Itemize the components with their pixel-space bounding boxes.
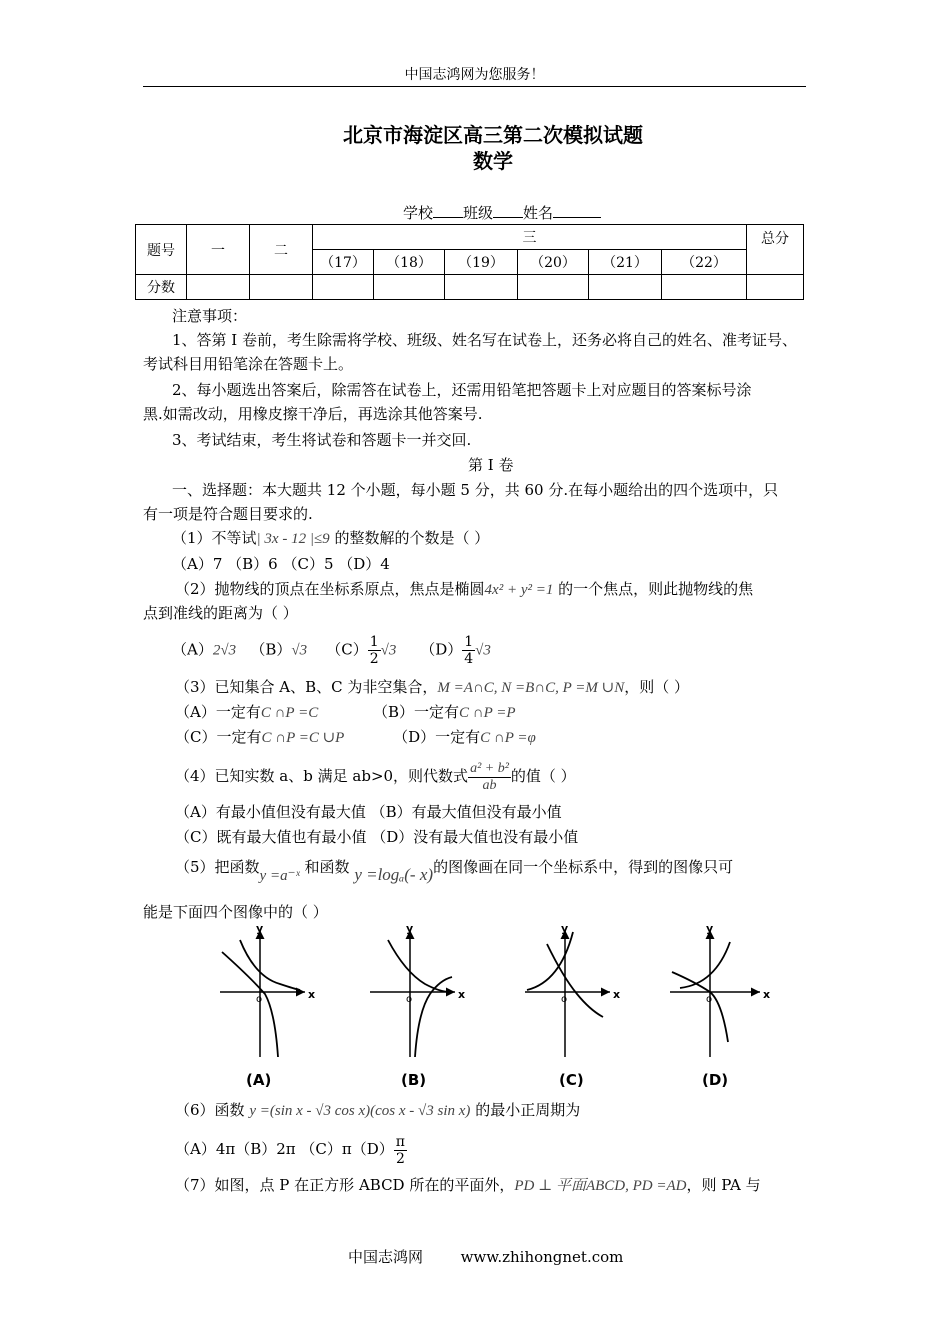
- q3-expr-a: C ∩P =C: [260, 705, 319, 721]
- q3-post: ，则（ ）: [624, 678, 690, 696]
- q6-expr: y =(sin x - √3 cos x)(cos x - √3 sin x): [249, 1103, 471, 1119]
- score-cell[interactable]: [445, 275, 518, 300]
- school-blank[interactable]: [433, 203, 463, 218]
- q5: [175, 853, 733, 882]
- q3-opt-c: （C）一定有: [175, 728, 262, 746]
- q7-pre: （7）如图，点 P 在正方形 ABCD 所在的平面外，: [175, 1176, 515, 1194]
- graph-a-y-label: y: [256, 922, 264, 935]
- q6-pre: （6）函数: [175, 1101, 245, 1119]
- q6-frac-d: [394, 1134, 407, 1167]
- q2-val-b: √3: [291, 642, 308, 659]
- graph-c: [525, 922, 620, 1057]
- th-q22: （22）: [662, 250, 747, 275]
- q2-root-c: √3: [380, 642, 397, 659]
- q3-pre: （3）已知集合 A、B、C 为非空集合，: [175, 678, 438, 696]
- th-part2: 二: [250, 225, 313, 275]
- q5-graphs: [200, 922, 780, 1062]
- part-1-heading: 第 I 卷: [468, 456, 514, 474]
- th-q19: （19）: [445, 250, 518, 275]
- graph-b-y-label: y: [406, 922, 414, 935]
- th-total: 总分: [747, 225, 804, 275]
- graph-a: [220, 922, 315, 1057]
- q5-mid: 和函数: [304, 858, 350, 876]
- q3-opts-cd: [175, 727, 536, 748]
- q6-frac-den: 2: [395, 1150, 405, 1167]
- score-cell[interactable]: [250, 275, 313, 300]
- header-rule: [143, 86, 806, 87]
- graph-c-y-label: y: [561, 922, 569, 935]
- q3-expr-d: C ∩P =φ: [480, 730, 536, 746]
- q4-opts-cd: （C）既有最大值也有最小值 （D）没有最大值也没有最小值: [175, 828, 579, 846]
- q2-frac-c: [368, 634, 381, 667]
- q3-opt-d: （D）一定有: [393, 728, 481, 746]
- score-cell[interactable]: [747, 275, 804, 300]
- class-blank[interactable]: [493, 203, 523, 218]
- section-1b: 有一项是符合题目要求的.: [143, 505, 313, 523]
- graph-a-x-label: x: [308, 988, 316, 1001]
- school-label: 学校: [403, 204, 434, 222]
- q2-opt-a: （A）: [172, 640, 213, 659]
- graph-c-x-label: x: [613, 988, 621, 1001]
- score-cell[interactable]: [187, 275, 250, 300]
- q1-expr: | 3x - 12 |≤9: [256, 531, 330, 547]
- q5-post: 的图像画在同一个坐标系中，得到的图像只可: [433, 858, 734, 876]
- q2-post: 的一个焦点，则此抛物线的焦: [553, 580, 754, 598]
- title-line-2: 数学: [473, 149, 513, 173]
- score-table: [135, 224, 804, 300]
- q2-line2: 点到准线的距离为（ ）: [143, 604, 298, 622]
- q4-frac: [468, 761, 511, 794]
- score-cell[interactable]: [374, 275, 445, 300]
- graph-a-curve-2: [240, 940, 300, 990]
- q5-line2: 能是下面四个图像中的（ ）: [143, 903, 328, 921]
- q2-options: [172, 634, 491, 667]
- footer-site: 中国志鸿网: [348, 1248, 424, 1266]
- note-1b: 考试科目用铅笔涂在答题卡上。: [143, 355, 354, 373]
- q5-pre: （5）把函数: [175, 858, 260, 876]
- page-title: [143, 122, 843, 174]
- score-cell[interactable]: [589, 275, 662, 300]
- q3: [175, 677, 689, 698]
- name-blank[interactable]: [553, 203, 601, 218]
- graph-d: [670, 922, 770, 1057]
- th-q17: （17）: [313, 250, 374, 275]
- q1-options: （A）7 （B）6 （C）5 （D）4: [172, 555, 390, 573]
- q2-opt-d: （D）: [420, 640, 463, 659]
- q7: [175, 1175, 761, 1196]
- q4-opts-ab: （A）有最小值但没有最大值 （B）有最大值但没有最小值: [175, 803, 562, 821]
- q2-frac-d-num: 1: [464, 634, 474, 650]
- page-footer: [348, 1246, 623, 1267]
- graph-b-curve-2: [415, 977, 452, 1057]
- graph-c-curve-2: [547, 944, 603, 1017]
- name-label: 姓名: [523, 204, 554, 222]
- score-cell[interactable]: [662, 275, 747, 300]
- q2-pre: （2）抛物线的顶点在坐标系原点，焦点是椭圆: [175, 580, 485, 598]
- section-1a: 一、选择题：本大题共 12 个小题，每小题 5 分，共 60 分.在每小题给出的四个选项中，只: [172, 481, 779, 499]
- q2-expr: 4x² + y² =1: [484, 582, 554, 598]
- graph-c-curve-1: [527, 932, 573, 990]
- th-q20: （20）: [518, 250, 589, 275]
- score-cell[interactable]: [518, 275, 589, 300]
- th-q18: （18）: [374, 250, 445, 275]
- q1-post: 的整数解的个数是（ ）: [329, 529, 490, 547]
- q3-expr: M =A∩C, N =B∩C, P =M ∪N: [437, 680, 625, 696]
- graph-label-c: (C): [559, 1071, 584, 1089]
- th-part3: 三: [313, 225, 747, 250]
- q2: [175, 579, 753, 600]
- q7-post: ，则 PA 与: [686, 1176, 761, 1194]
- q2-frac-c-num: 1: [369, 634, 379, 650]
- q4-post: 的值（ ）: [510, 767, 576, 785]
- graph-d-origin: o: [706, 994, 713, 1005]
- q1: [172, 528, 489, 549]
- graph-label-a: (A): [246, 1071, 272, 1089]
- q2-frac-d: [462, 634, 475, 667]
- q6-post: 的最小正周期为: [470, 1101, 581, 1119]
- q3-expr-b: C ∩P =P: [459, 705, 516, 721]
- q4-frac-den: ab: [482, 777, 497, 793]
- graph-a-origin: o: [256, 994, 263, 1005]
- graph-d-x-label: x: [763, 988, 771, 1001]
- graph-label-b: (B): [401, 1071, 427, 1089]
- graph-b: [370, 922, 465, 1057]
- q3-expr-c: C ∩P =C ∪P: [261, 730, 345, 746]
- q7-expr: PD ⊥ 平面ABCD, PD =AD: [514, 1178, 687, 1194]
- th-q21: （21）: [589, 250, 662, 275]
- graph-b-origin: o: [406, 994, 413, 1005]
- q2-frac-d-den: 4: [464, 651, 474, 667]
- q2-opt-c: （C）: [326, 640, 368, 659]
- graph-a-curve-1: [222, 952, 278, 1057]
- graph-d-curve-2: [680, 942, 730, 988]
- q4-frac-num: a² + b²: [470, 760, 509, 776]
- footer-url[interactable]: www.zhihongnet.com: [460, 1248, 624, 1266]
- graph-b-curve-1: [388, 940, 450, 992]
- q1-pre: （1）不等试: [172, 529, 257, 547]
- q3-opts-ab: [175, 702, 516, 723]
- score-cell[interactable]: [313, 275, 374, 300]
- q5-expr-2: y =logₐ(- x): [354, 865, 434, 884]
- th-part1: 一: [187, 225, 250, 275]
- q2-opt-b: （B）: [250, 640, 292, 659]
- q5-expr-1: y =a⁻ˣ: [259, 868, 300, 884]
- q4-pre: （4）已知实数 a、b 满足 ab>0，则代数式: [175, 767, 469, 785]
- graph-b-x-label: x: [458, 988, 466, 1001]
- graph-c-origin: o: [561, 994, 568, 1005]
- q4: [175, 760, 576, 794]
- notes-heading: 注意事项：: [172, 307, 248, 325]
- q6-options: [175, 1132, 407, 1167]
- class-label: 班级: [463, 204, 494, 222]
- td-score-label: 分数: [136, 275, 187, 300]
- school-line: [403, 202, 601, 223]
- title-line-1: 北京市海淀区高三第二次模拟试题: [343, 123, 643, 147]
- q6-frac-num: π: [395, 1133, 405, 1150]
- page-header: 中国志鸿网为您服务！: [404, 67, 545, 83]
- q6-opts: （A）4π（B）2π （C）π（D）: [175, 1140, 394, 1158]
- note-2b: 黑.如需改动，用橡皮擦干净后，再选涂其他答案号.: [143, 405, 483, 423]
- graph-label-d: (D): [702, 1071, 729, 1089]
- q2-root-d: √3: [475, 642, 491, 659]
- note-2a: 2、每小题选出答案后，除需答在试卷上，还需用铅笔把答题卡上对应题目的答案标号涂: [172, 381, 752, 399]
- note-1a: 1、答第 I 卷前，考生除需将学校、班级、姓名写在试卷上，还务必将自己的姓名、准考证号、: [172, 331, 798, 349]
- q2-val-a: 2√3: [212, 642, 237, 659]
- note-3: 3、考试结束，考生将试卷和答题卡一并交回.: [172, 431, 472, 449]
- th-qnum: 题号: [136, 225, 187, 275]
- q2-frac-c-den: 2: [369, 651, 379, 667]
- q6: [175, 1100, 580, 1121]
- q3-opt-b: （B）一定有: [372, 703, 460, 721]
- q3-opt-a: （A）一定有: [175, 703, 261, 721]
- graph-d-y-label: y: [706, 922, 714, 935]
